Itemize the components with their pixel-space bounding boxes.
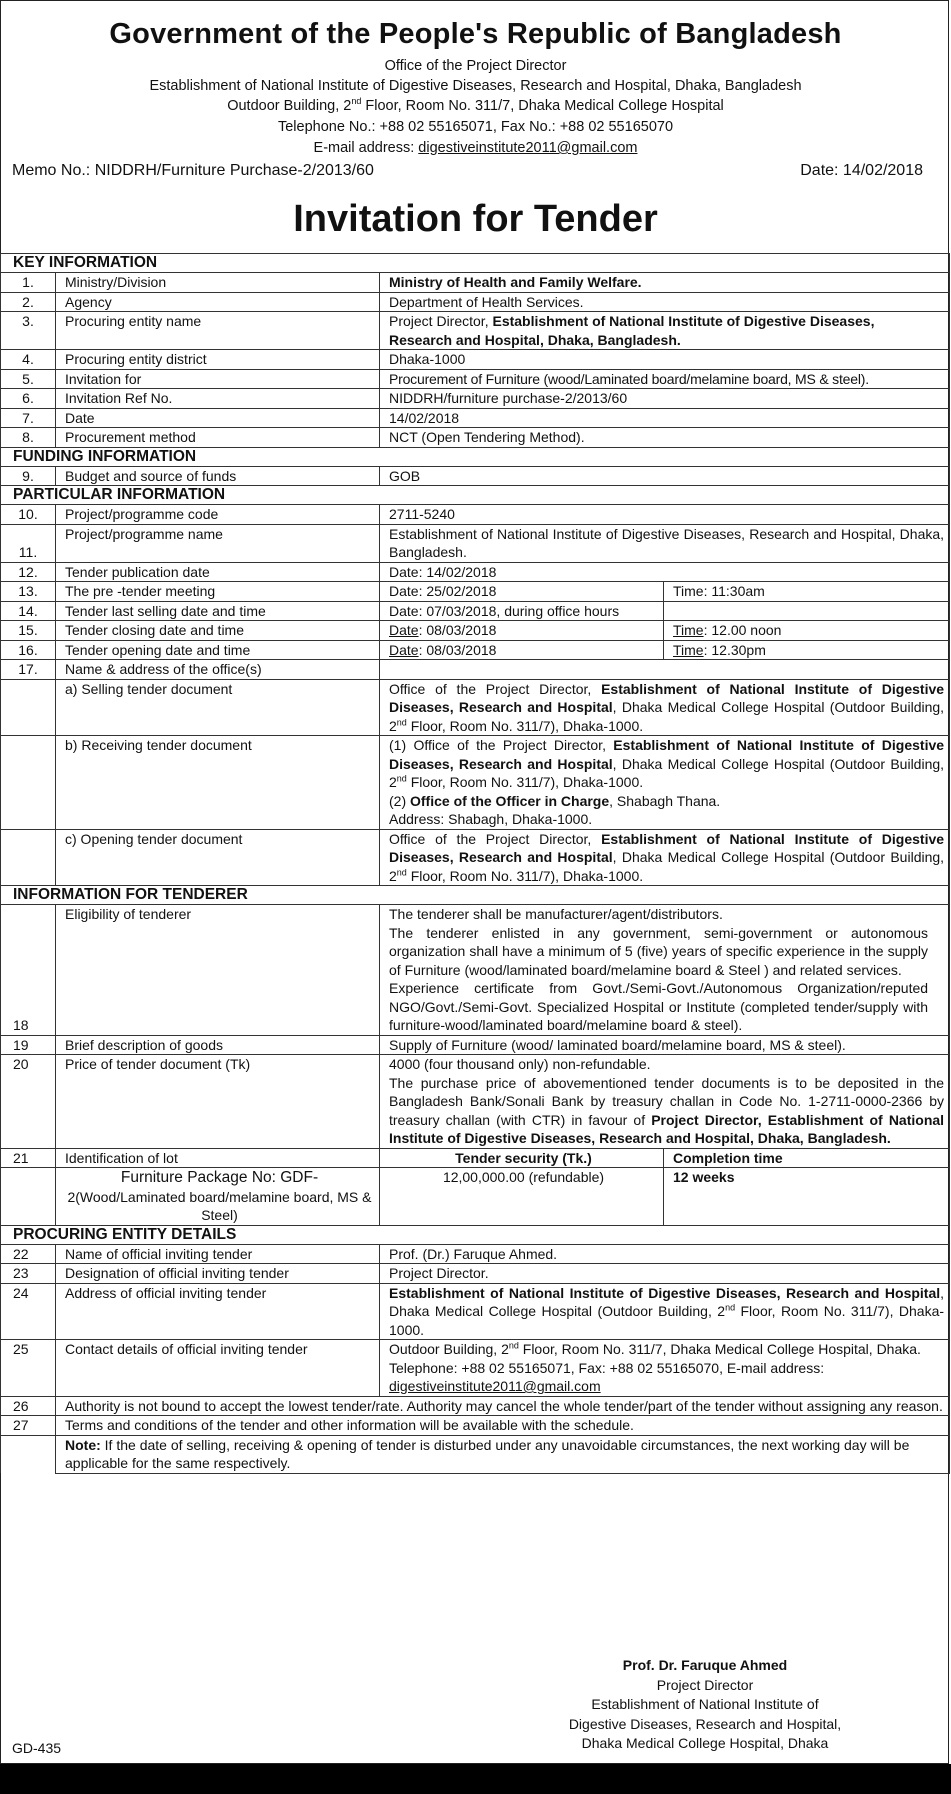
row-number: 13.	[1, 582, 56, 602]
row-label: Identification of lot	[56, 1148, 380, 1168]
row-date: Date: 25/02/2018	[380, 582, 664, 602]
row-label: Project/programme name	[56, 524, 380, 562]
note-row	[1, 1435, 950, 1473]
row-number: 4.	[1, 350, 56, 370]
row-number: 24	[1, 1283, 56, 1340]
table-row	[1, 905, 950, 1036]
row-number: 8.	[1, 428, 56, 448]
telephone-line: Telephone No.: +88 02 55165071, Fax No.: +88 02 55165070	[277, 119, 674, 135]
value-bold: Establishment of National Institute of Digestive Diseases, Research and Hospital, Dhaka, Bangladesh.	[389, 313, 875, 348]
row-value: Date: 14/02/2018	[380, 562, 950, 582]
row-label: Contact details of official inviting tender	[56, 1340, 380, 1397]
table-row	[1, 562, 950, 582]
footer-code: GD-435	[12, 1740, 62, 1756]
table-row	[1, 1283, 950, 1340]
table-row	[1, 621, 950, 641]
signature-block	[544, 1656, 866, 1754]
row-value: 2711-5240	[380, 505, 950, 525]
row-label: Invitation for	[56, 369, 380, 389]
row-time: Time: 11:30am	[664, 582, 950, 602]
table-row	[1, 1340, 950, 1397]
row-number: 12.	[1, 562, 56, 582]
row-label: a) Selling tender document	[56, 679, 380, 736]
lot-completion: 12 weeks	[664, 1168, 950, 1226]
row-value: Dhaka-1000	[380, 350, 950, 370]
table-row	[1, 1244, 950, 1264]
row-number-empty	[1, 1168, 56, 1226]
row-value: (1) Office of the Project Director, Establishment of National Institute of Digestive Diseases, Research and Hospital, Dhaka Medical College Hospital (Outdoor Building, 2nd Floor, Room No. 311/7), Dhaka-1000. (2) Office of the Officer in Charge, Shabagh Thana. Address: Shabagh, Dhaka-1000.	[380, 736, 950, 830]
establishment-line: Establishment of National Institute of Digestive Diseases, Research and Hospital, Dhaka, Bangladesh	[149, 78, 802, 94]
table-row	[1, 582, 950, 602]
row-value: GOB	[380, 466, 950, 486]
table-row	[1, 292, 950, 312]
row-number: 20	[1, 1055, 56, 1149]
completion-header: Completion time	[664, 1148, 950, 1168]
row-value: Procurement of Furniture (wood/Laminated board/melamine board, MS & steel).	[380, 369, 950, 389]
row-number: 18	[1, 905, 56, 1036]
row-number: 9.	[1, 466, 56, 486]
government-heading: Government of the People's Republic of Bangladesh	[109, 18, 842, 50]
row-text: Authority is not bound to accept the lowest tender/rate. Authority may cancel the whole tender/part of the tender without assigning any reason.	[56, 1396, 950, 1416]
note-text: Note: If the date of selling, receiving & opening of tender is disturbed under any unavoidable circumstances, the next working day will be applicable for the same respectively.	[56, 1435, 950, 1473]
row-number-empty	[1, 1435, 56, 1473]
row-number-empty	[1, 736, 56, 830]
row-number: 17.	[1, 660, 56, 680]
signatory-address-1: Establishment of National Institute of	[591, 1696, 819, 1712]
row-label: Tender opening date and time	[56, 640, 380, 660]
address-prefix: Outdoor Building, 2	[227, 98, 352, 114]
row-label: Procurement method	[56, 428, 380, 448]
row-value: Outdoor Building, 2nd Floor, Room No. 311/7, Dhaka Medical College Hospital, Dhaka. Telephone: +88 02 55165071, Fax: +88 02 55165070, E-mail address: digestiveinstitute2011@gmail.com	[380, 1340, 950, 1397]
table-row	[1, 312, 950, 350]
time-label: Time	[673, 622, 704, 638]
time-label: Time	[673, 641, 704, 658]
email-link[interactable]: digestiveinstitute2011@gmail.com	[418, 140, 638, 156]
email-label: E-mail address:	[313, 140, 419, 156]
table-row	[1, 1055, 950, 1149]
row-value: 14/02/2018	[380, 408, 950, 428]
table-row	[1, 660, 950, 680]
lot-security: 12,00,000.00 (refundable)	[380, 1168, 664, 1226]
row-label: Name of official inviting tender	[56, 1244, 380, 1264]
row-label: Date	[56, 408, 380, 428]
row-number: 1.	[1, 273, 56, 293]
row-number-empty	[1, 679, 56, 736]
row-time-empty	[664, 601, 950, 621]
table-row	[1, 1396, 950, 1416]
time-value: : 12.30pm	[703, 641, 766, 658]
row-number: 22	[1, 1244, 56, 1264]
signatory-address-2: Digestive Diseases, Research and Hospital,	[568, 1715, 842, 1732]
row-label: Budget and source of funds	[56, 466, 380, 486]
row-label: Tender publication date	[56, 562, 380, 582]
row-value: Prof. (Dr.) Faruque Ahmed.	[380, 1244, 950, 1264]
row-time	[664, 621, 950, 641]
row-text: Terms and conditions of the tender and other information will be available with the schedule.	[56, 1416, 950, 1436]
row-number: 23	[1, 1264, 56, 1284]
row-label: Procuring entity name	[56, 312, 380, 350]
date-label: Date	[389, 622, 419, 638]
table-row	[1, 350, 950, 370]
row-value: Department of Health Services.	[380, 292, 950, 312]
table-row	[1, 601, 950, 621]
table-row	[1, 273, 950, 293]
signatory-address-3: Dhaka Medical College Hospital, Dhaka	[581, 1735, 829, 1751]
row-value: Office of the Project Director, Establishment of National Institute of Digestive Diseases, Research and Hospital, Dhaka Medical College Hospital (Outdoor Building, 2nd Floor, Room No. 311/7), Dhaka-1000.	[380, 679, 950, 736]
row-value: Supply of Furniture (wood/ laminated board/melamine board, MS & steel).	[380, 1035, 950, 1055]
row-label: Tender closing date and time	[56, 621, 380, 641]
table-row	[1, 829, 950, 886]
row-number: 11.	[1, 524, 56, 562]
row-number: 25	[1, 1340, 56, 1397]
row-number: 6.	[1, 389, 56, 409]
row-label: Designation of official inviting tender	[56, 1264, 380, 1284]
row-label: b) Receiving tender document	[56, 736, 380, 830]
date-value: : 08/03/2018	[418, 641, 497, 658]
table-row	[1, 428, 950, 448]
row-label: Procuring entity district	[56, 350, 380, 370]
row-value: NCT (Open Tendering Method).	[380, 428, 950, 448]
security-header: Tender security (Tk.)	[380, 1148, 664, 1168]
row-label: Project/programme code	[56, 505, 380, 525]
table-row	[1, 1035, 950, 1055]
row-date: Date: 07/03/2018, during office hours	[380, 601, 664, 621]
signatory-designation: Project Director	[656, 1676, 754, 1693]
table-row	[1, 466, 950, 486]
row-number: 3.	[1, 312, 56, 350]
row-label: Tender last selling date and time	[56, 601, 380, 621]
row-value	[380, 312, 950, 350]
row-value: Establishment of National Institute of Digestive Diseases, Research and Hospital, Dhaka, Bangladesh.	[380, 524, 950, 562]
table-row	[1, 1264, 950, 1284]
date-value: : 08/03/2018	[418, 622, 497, 638]
row-value-empty	[380, 660, 950, 680]
table-row	[1, 389, 950, 409]
row-value: Ministry of Health and Family Welfare.	[380, 273, 950, 293]
table-row	[1, 524, 950, 562]
row-label: Agency	[56, 292, 380, 312]
row-label: Address of official inviting tender	[56, 1283, 380, 1340]
signatory-name: Prof. Dr. Faruque Ahmed	[622, 1657, 788, 1673]
address-line	[0, 96, 951, 116]
row-date	[380, 621, 664, 641]
tender-table	[0, 253, 950, 1474]
row-value: NIDDRH/furniture purchase-2/2013/60	[380, 389, 950, 409]
table-row	[1, 679, 950, 736]
section-information-for-tenderer: INFORMATION FOR TENDERER	[1, 886, 950, 905]
address-suffix: Floor, Room No. 311/7, Dhaka Medical College Hospital	[361, 98, 724, 114]
row-label: Price of tender document (Tk)	[56, 1055, 380, 1149]
row-time	[664, 640, 950, 660]
lot-package: Furniture Package No: GDF- 2(Wood/Laminated board/melamine board, MS & Steel)	[56, 1168, 380, 1226]
section-key-information: KEY INFORMATION	[1, 254, 950, 273]
memo-date: Date: 14/02/2018	[800, 162, 923, 179]
row-value: Project Director.	[380, 1264, 950, 1284]
row-label: Eligibility of tenderer	[56, 905, 380, 1036]
row-number: 16.	[1, 640, 56, 660]
row-value: Office of the Project Director, Establishment of National Institute of Digestive Diseases, Research and Hospital, Dhaka Medical College Hospital (Outdoor Building, 2nd Floor, Room No. 311/7), Dhaka-1000.	[380, 829, 950, 886]
row-number: 14.	[1, 601, 56, 621]
row-label: Ministry/Division	[56, 273, 380, 293]
row-value: 4000 (four thousand only) non-refundable. The purchase price of abovementioned tender documents is to be deposited in the Bangladesh Bank/Sonali Bank by treasury challan in Code No. 1-2711-0000-2366 by treasury challan (with CTR) in favour of Project Director, Establishment of National Institute of Digestive Diseases, Research and Hospital, Dhaka, Bangladesh.	[380, 1055, 950, 1149]
row-number: 27	[1, 1416, 56, 1436]
contact-email-link[interactable]: digestiveinstitute2011@gmail.com	[389, 1378, 601, 1394]
row-value: Establishment of National Institute of Digestive Diseases, Research and Hospital, Dhaka Medical College Hospital (Outdoor Building, 2nd Floor, Room No. 311/7), Dhaka-1000.	[380, 1283, 950, 1340]
value-prefix: Project Director,	[389, 313, 493, 329]
row-label: The pre -tender meeting	[56, 582, 380, 602]
table-row	[1, 369, 950, 389]
row-number: 2.	[1, 292, 56, 312]
row-number: 5.	[1, 369, 56, 389]
section-funding-information: FUNDING INFORMATION	[1, 447, 950, 466]
section-procuring-entity-details: PROCURING ENTITY DETAILS	[1, 1225, 950, 1244]
memo-number: Memo No.: NIDDRH/Furniture Purchase-2/2013/60	[12, 162, 374, 179]
bottom-black-bar	[0, 1764, 951, 1794]
table-row	[1, 408, 950, 428]
table-row	[1, 640, 950, 660]
email-line	[0, 138, 951, 158]
row-number: 21	[1, 1148, 56, 1168]
table-row	[1, 1168, 950, 1226]
table-row	[1, 1148, 950, 1168]
table-row	[1, 736, 950, 830]
row-label: c) Opening tender document	[56, 829, 380, 886]
row-number: 10.	[1, 505, 56, 525]
table-row	[1, 1416, 950, 1436]
table-row	[1, 505, 950, 525]
superscript-nd: nd	[351, 96, 362, 107]
date-label: Date	[389, 641, 419, 658]
row-label: Invitation Ref No.	[56, 389, 380, 409]
row-number: 26	[1, 1396, 56, 1416]
office-line: Office of the Project Director	[384, 58, 567, 74]
row-date	[380, 640, 664, 660]
row-number-empty	[1, 829, 56, 886]
section-particular-information: PARTICULAR INFORMATION	[1, 486, 950, 505]
row-label: Brief description of goods	[56, 1035, 380, 1055]
row-value: The tenderer shall be manufacturer/agent/distributors. The tenderer enlisted in any government, semi-government or autonomous organization shall have a minimum of 5 (five) years of specific experience in the supply of Furniture (wood/laminated board/melamine board & Steel ) and related services. Experience certificate from Govt./Semi-Govt./Autonomous Organization/reputed NGO/Govt./Semi-Govt. Specialized Hospital or Institute (completed tender/supply with furniture-wood/laminated board/melamine board & steel).	[380, 905, 950, 1036]
row-number: 19	[1, 1035, 56, 1055]
row-number: 15.	[1, 621, 56, 641]
page-title: Invitation for Tender	[293, 198, 658, 240]
row-label: Name & address of the office(s)	[56, 660, 380, 680]
time-value: : 12.00 noon	[703, 622, 782, 638]
row-number: 7.	[1, 408, 56, 428]
